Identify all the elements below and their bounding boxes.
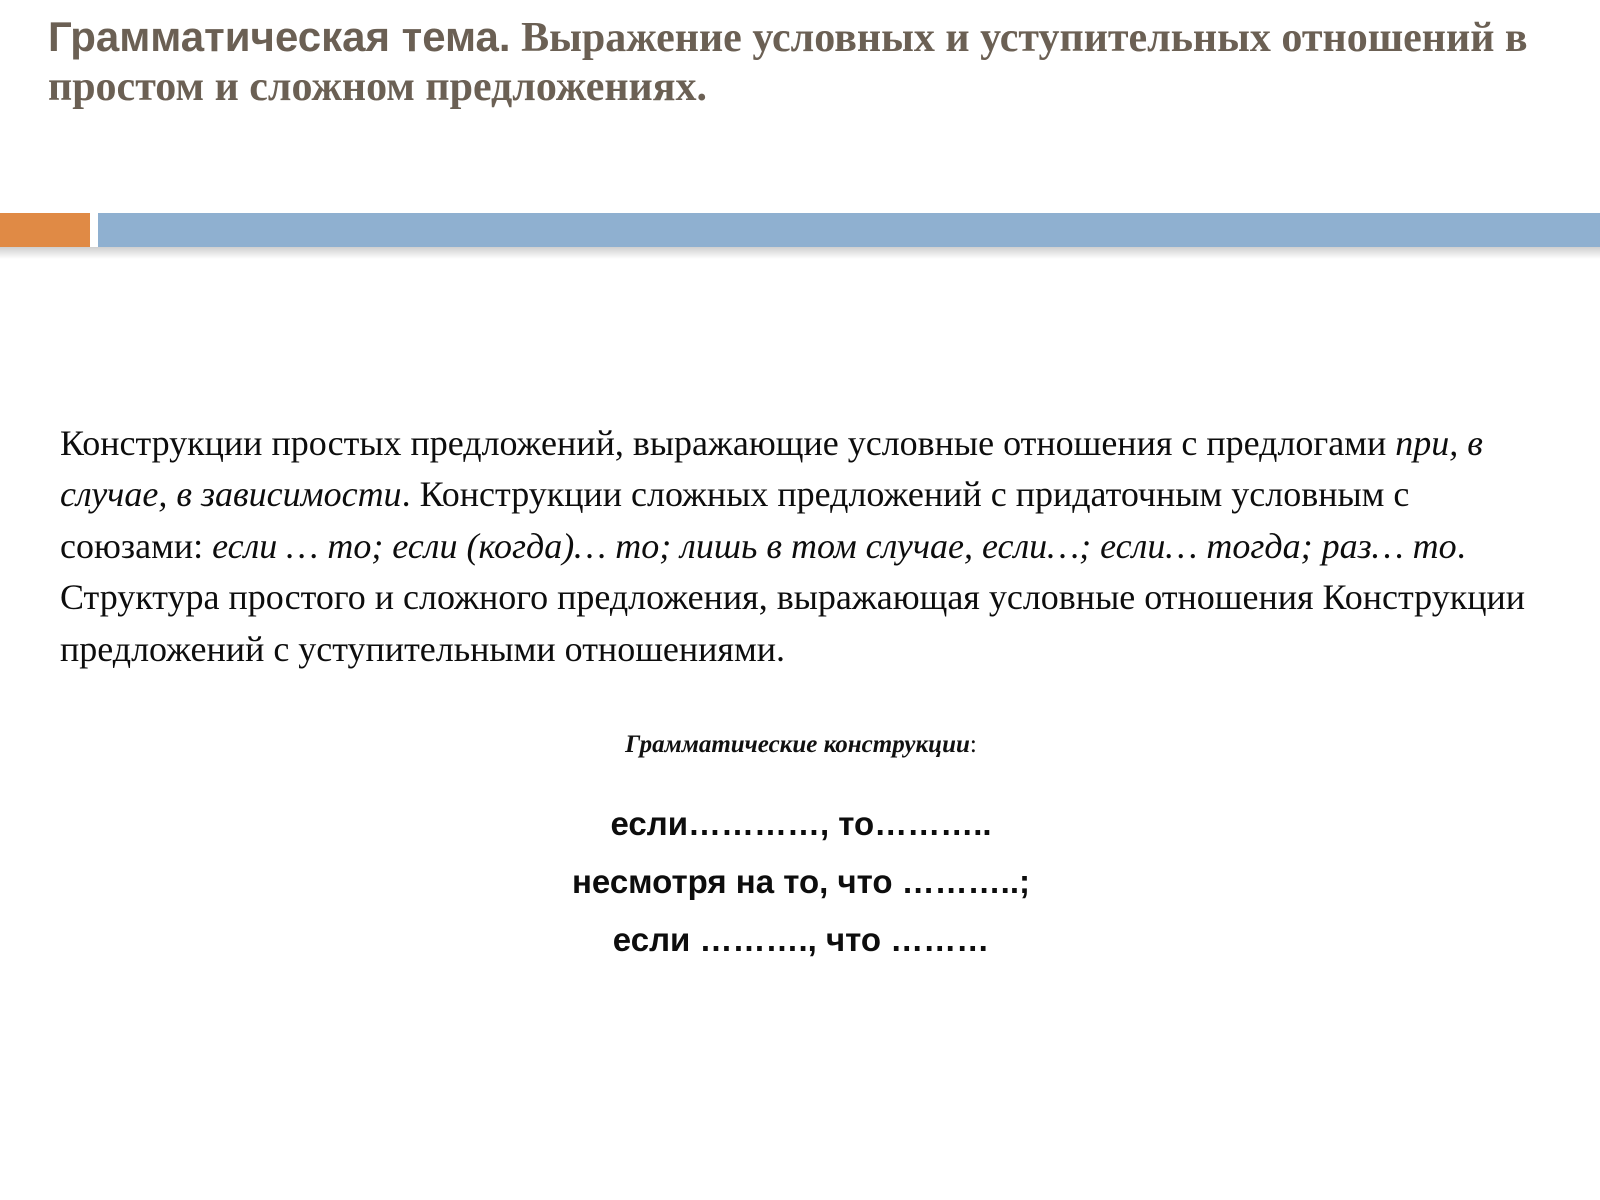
blue-accent-bar xyxy=(98,213,1600,247)
constructions-label-colon: : xyxy=(969,731,977,759)
title-area xyxy=(0,0,1600,112)
body-area xyxy=(60,418,1542,969)
page-title xyxy=(48,12,1540,112)
formula-item: если ………., что ……… xyxy=(612,920,990,958)
paragraph-part-2: . Конструкции сложных предложений с придаточным условным с союзами: xyxy=(60,474,1410,566)
formula-item: несмотря на то, что ………..; xyxy=(571,863,1031,901)
main-paragraph xyxy=(60,418,1542,675)
page-title-rest: Выражение условных и уступительных отношений в простом и сложном предложениях. xyxy=(48,15,1528,111)
paragraph-part-3: если … то; если (когда)… то; лишь в том случае, если…; если… тогда; раз… то xyxy=(212,525,1457,566)
formula-list xyxy=(60,795,1542,968)
constructions-label-text: Грамматические конструкции xyxy=(625,731,970,759)
paragraph-part-4: . Структура простого и сложного предложения, выражающая условные отношения Конструкции предложений с уступительными отношениями. xyxy=(60,525,1525,669)
paragraph-part-1: при, в случае, в зависимости xyxy=(60,423,1483,515)
orange-accent-bar xyxy=(0,213,90,247)
paragraph-part-0: Конструкции простых предложений, выражающие условные отношения с предлогами xyxy=(60,423,1396,463)
decorative-bars xyxy=(0,213,1600,261)
constructions-label xyxy=(60,731,1542,759)
page-title-lead: Грамматическая тема. xyxy=(48,13,511,60)
formula-item: если…………, то……….. xyxy=(610,805,992,843)
bar-shadow xyxy=(0,247,1600,259)
